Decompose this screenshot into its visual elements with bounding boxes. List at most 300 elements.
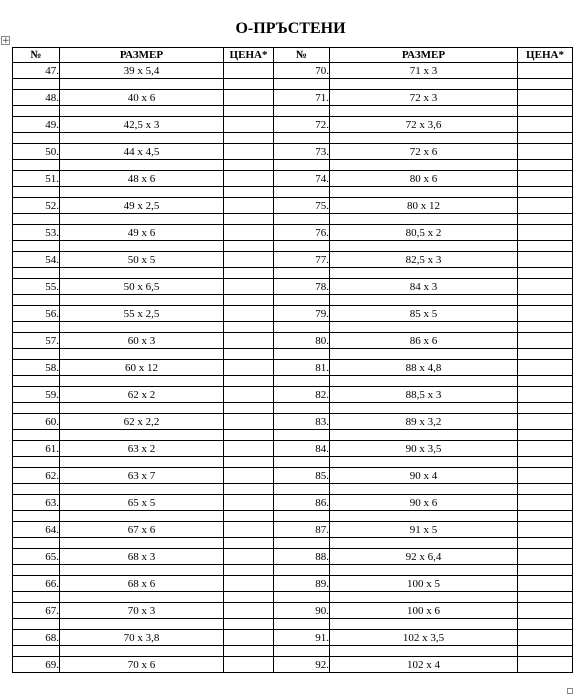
- table-spacer-row: [13, 187, 573, 198]
- cell-price-right: [518, 576, 573, 592]
- cell-num-left: 58.: [13, 360, 60, 376]
- cell-price-right: [518, 603, 573, 619]
- spacer-cell: [274, 322, 330, 333]
- cell-num-right: 73.: [274, 144, 330, 160]
- cell-size-right: 90 x 4: [330, 468, 518, 484]
- spacer-cell: [224, 349, 274, 360]
- cell-num-left: 54.: [13, 252, 60, 268]
- spacer-cell: [13, 376, 60, 387]
- header-row: [13, 48, 573, 63]
- spacer-cell: [274, 376, 330, 387]
- spacer-cell: [518, 646, 573, 657]
- cell-num-left: 61.: [13, 441, 60, 457]
- spacer-cell: [60, 349, 224, 360]
- table-spacer-row: [13, 322, 573, 333]
- spacer-cell: [224, 268, 274, 279]
- spacer-cell: [330, 403, 518, 414]
- spacer-cell: [330, 106, 518, 117]
- header-size-left: РАЗМЕР: [60, 48, 224, 63]
- spacer-cell: [274, 241, 330, 252]
- cell-num-left: 63.: [13, 495, 60, 511]
- table-spacer-row: [13, 268, 573, 279]
- spacer-cell: [224, 295, 274, 306]
- cell-num-left: 64.: [13, 522, 60, 538]
- cell-size-right: 102 x 4: [330, 657, 518, 673]
- cell-num-left: 50.: [13, 144, 60, 160]
- cell-num-right: 82.: [274, 387, 330, 403]
- spacer-cell: [60, 322, 224, 333]
- spacer-cell: [274, 484, 330, 495]
- table-spacer-row: [13, 430, 573, 441]
- spacer-cell: [224, 106, 274, 117]
- table-row: [13, 90, 573, 106]
- spacer-cell: [224, 79, 274, 90]
- cell-size-right: 92 x 6,4: [330, 549, 518, 565]
- cell-num-right: 74.: [274, 171, 330, 187]
- cell-price-right: [518, 144, 573, 160]
- spacer-cell: [60, 484, 224, 495]
- table-spacer-row: [13, 403, 573, 414]
- spacer-cell: [518, 403, 573, 414]
- cell-size-right: 102 x 3,5: [330, 630, 518, 646]
- cell-num-right: 76.: [274, 225, 330, 241]
- cell-size-left: 55 x 2,5: [60, 306, 224, 322]
- spacer-cell: [518, 592, 573, 603]
- spacer-cell: [518, 376, 573, 387]
- spacer-cell: [60, 511, 224, 522]
- table-row: [13, 306, 573, 322]
- spacer-cell: [13, 349, 60, 360]
- spacer-cell: [274, 160, 330, 171]
- cell-size-left: 42,5 x 3: [60, 117, 224, 133]
- cell-num-right: 80.: [274, 333, 330, 349]
- cell-price-right: [518, 225, 573, 241]
- spacer-cell: [224, 430, 274, 441]
- spacer-cell: [518, 511, 573, 522]
- o-rings-table: [12, 47, 573, 673]
- spacer-cell: [224, 565, 274, 576]
- cell-num-left: 47.: [13, 63, 60, 79]
- table-row: [13, 576, 573, 592]
- spacer-cell: [13, 133, 60, 144]
- table-spacer-row: [13, 565, 573, 576]
- spacer-cell: [60, 403, 224, 414]
- cell-price-left: [224, 144, 274, 160]
- table-row: [13, 63, 573, 79]
- cell-price-left: [224, 657, 274, 673]
- spacer-cell: [224, 457, 274, 468]
- spacer-cell: [274, 646, 330, 657]
- cell-size-right: 80 x 6: [330, 171, 518, 187]
- cell-num-left: 66.: [13, 576, 60, 592]
- cell-num-left: 51.: [13, 171, 60, 187]
- cell-price-right: [518, 414, 573, 430]
- cell-size-right: 88,5 x 3: [330, 387, 518, 403]
- table-spacer-row: [13, 160, 573, 171]
- spacer-cell: [13, 187, 60, 198]
- cell-price-right: [518, 63, 573, 79]
- table-spacer-row: [13, 376, 573, 387]
- cell-price-right: [518, 90, 573, 106]
- table-spacer-row: [13, 295, 573, 306]
- cell-size-left: 60 x 3: [60, 333, 224, 349]
- spacer-cell: [274, 592, 330, 603]
- spacer-cell: [330, 79, 518, 90]
- page-title: О-ПРЪСТЕНИ: [235, 20, 346, 37]
- spacer-cell: [330, 241, 518, 252]
- cell-size-right: 82,5 x 3: [330, 252, 518, 268]
- cell-size-right: 86 x 6: [330, 333, 518, 349]
- cell-size-left: 70 x 3,8: [60, 630, 224, 646]
- spacer-cell: [13, 241, 60, 252]
- spacer-cell: [13, 619, 60, 630]
- spacer-cell: [330, 187, 518, 198]
- table-spacer-row: [13, 646, 573, 657]
- table-spacer-row: [13, 214, 573, 225]
- cell-num-left: 57.: [13, 333, 60, 349]
- spacer-cell: [330, 430, 518, 441]
- cell-price-right: [518, 468, 573, 484]
- header-size-right: РАЗМЕР: [330, 48, 518, 63]
- spacer-cell: [330, 484, 518, 495]
- table-row: [13, 468, 573, 484]
- cell-num-right: 87.: [274, 522, 330, 538]
- spacer-cell: [330, 160, 518, 171]
- table-row: [13, 117, 573, 133]
- spacer-cell: [330, 133, 518, 144]
- spacer-cell: [224, 241, 274, 252]
- spacer-cell: [224, 538, 274, 549]
- cell-price-left: [224, 603, 274, 619]
- cell-price-left: [224, 630, 274, 646]
- spacer-cell: [274, 430, 330, 441]
- spacer-cell: [274, 538, 330, 549]
- spacer-cell: [224, 592, 274, 603]
- spacer-cell: [274, 403, 330, 414]
- spacer-cell: [13, 646, 60, 657]
- spacer-cell: [274, 565, 330, 576]
- spacer-cell: [60, 565, 224, 576]
- cell-price-left: [224, 333, 274, 349]
- spacer-cell: [13, 565, 60, 576]
- spacer-cell: [13, 538, 60, 549]
- cell-size-left: 68 x 6: [60, 576, 224, 592]
- spacer-cell: [13, 160, 60, 171]
- cell-price-left: [224, 576, 274, 592]
- spacer-cell: [224, 619, 274, 630]
- spacer-cell: [518, 322, 573, 333]
- spacer-cell: [224, 484, 274, 495]
- spacer-cell: [274, 106, 330, 117]
- spacer-cell: [518, 187, 573, 198]
- spacer-cell: [13, 592, 60, 603]
- table-row: [13, 630, 573, 646]
- cell-price-right: [518, 441, 573, 457]
- spacer-cell: [13, 268, 60, 279]
- cell-num-left: 56.: [13, 306, 60, 322]
- cell-price-left: [224, 468, 274, 484]
- cell-price-left: [224, 549, 274, 565]
- cell-size-left: 50 x 5: [60, 252, 224, 268]
- cell-size-left: 44 x 4,5: [60, 144, 224, 160]
- spacer-cell: [60, 79, 224, 90]
- cell-price-left: [224, 360, 274, 376]
- cell-size-left: 48 x 6: [60, 171, 224, 187]
- cell-size-left: 62 x 2,2: [60, 414, 224, 430]
- table-row: [13, 495, 573, 511]
- cell-price-right: [518, 252, 573, 268]
- spacer-cell: [60, 187, 224, 198]
- cell-price-right: [518, 387, 573, 403]
- table-row: [13, 549, 573, 565]
- cell-size-right: 89 x 3,2: [330, 414, 518, 430]
- cell-num-right: 70.: [274, 63, 330, 79]
- table-row: [13, 387, 573, 403]
- spacer-cell: [330, 565, 518, 576]
- cell-num-left: 53.: [13, 225, 60, 241]
- spacer-cell: [518, 538, 573, 549]
- cell-price-left: [224, 90, 274, 106]
- table-row: [13, 171, 573, 187]
- cell-size-left: 70 x 3: [60, 603, 224, 619]
- cell-price-left: [224, 387, 274, 403]
- cell-price-right: [518, 630, 573, 646]
- spacer-cell: [330, 349, 518, 360]
- spacer-cell: [274, 79, 330, 90]
- header-price-right: ЦЕНА*: [518, 48, 573, 63]
- table-row: [13, 144, 573, 160]
- cell-price-left: [224, 63, 274, 79]
- spacer-cell: [518, 457, 573, 468]
- spacer-cell: [518, 79, 573, 90]
- spacer-cell: [518, 484, 573, 495]
- table-spacer-row: [13, 241, 573, 252]
- spacer-cell: [518, 349, 573, 360]
- spacer-cell: [274, 511, 330, 522]
- spacer-cell: [13, 295, 60, 306]
- cell-num-left: 65.: [13, 549, 60, 565]
- spacer-cell: [274, 295, 330, 306]
- header-num-left: №: [13, 48, 60, 63]
- spacer-cell: [60, 160, 224, 171]
- spacer-cell: [518, 619, 573, 630]
- cell-size-left: 62 x 2: [60, 387, 224, 403]
- spacer-cell: [330, 646, 518, 657]
- cell-num-right: 83.: [274, 414, 330, 430]
- cell-price-left: [224, 414, 274, 430]
- spacer-cell: [224, 160, 274, 171]
- table-row: [13, 414, 573, 430]
- spacer-cell: [13, 403, 60, 414]
- header-num-right: №: [274, 48, 330, 63]
- cell-size-right: 88 x 4,8: [330, 360, 518, 376]
- spacer-cell: [13, 322, 60, 333]
- cell-price-right: [518, 549, 573, 565]
- cell-num-left: 52.: [13, 198, 60, 214]
- spacer-cell: [274, 349, 330, 360]
- cell-num-left: 62.: [13, 468, 60, 484]
- spacer-cell: [13, 484, 60, 495]
- cell-price-right: [518, 522, 573, 538]
- cell-num-left: 48.: [13, 90, 60, 106]
- spacer-cell: [518, 565, 573, 576]
- spacer-cell: [13, 457, 60, 468]
- spacer-cell: [60, 619, 224, 630]
- cell-size-right: 72 x 3,6: [330, 117, 518, 133]
- spacer-cell: [518, 160, 573, 171]
- spacer-cell: [274, 133, 330, 144]
- spacer-cell: [274, 457, 330, 468]
- table-spacer-row: [13, 133, 573, 144]
- cell-price-left: [224, 279, 274, 295]
- cell-price-right: [518, 495, 573, 511]
- spacer-cell: [330, 376, 518, 387]
- spacer-cell: [60, 430, 224, 441]
- spacer-cell: [13, 214, 60, 225]
- cell-price-right: [518, 360, 573, 376]
- spacer-cell: [60, 646, 224, 657]
- table-spacer-row: [13, 349, 573, 360]
- table-spacer-row: [13, 457, 573, 468]
- table-row: [13, 603, 573, 619]
- spacer-cell: [13, 106, 60, 117]
- cell-num-right: 71.: [274, 90, 330, 106]
- cell-size-left: 68 x 3: [60, 549, 224, 565]
- cell-num-right: 78.: [274, 279, 330, 295]
- cell-size-left: 67 x 6: [60, 522, 224, 538]
- spacer-cell: [330, 295, 518, 306]
- spacer-cell: [518, 214, 573, 225]
- table-spacer-row: [13, 592, 573, 603]
- cell-size-right: 100 x 5: [330, 576, 518, 592]
- cell-size-right: 80,5 x 2: [330, 225, 518, 241]
- cell-num-right: 89.: [274, 576, 330, 592]
- cell-num-right: 91.: [274, 630, 330, 646]
- cell-size-right: 85 x 5: [330, 306, 518, 322]
- cell-size-left: 39 x 5,4: [60, 63, 224, 79]
- cell-num-left: 55.: [13, 279, 60, 295]
- spacer-cell: [224, 214, 274, 225]
- table-spacer-row: [13, 511, 573, 522]
- spacer-cell: [224, 646, 274, 657]
- spacer-cell: [60, 133, 224, 144]
- spacer-cell: [224, 403, 274, 414]
- spacer-cell: [330, 214, 518, 225]
- cell-price-left: [224, 198, 274, 214]
- table-row: [13, 360, 573, 376]
- spacer-cell: [60, 268, 224, 279]
- spacer-cell: [330, 457, 518, 468]
- cell-size-left: 63 x 7: [60, 468, 224, 484]
- cell-size-right: 71 x 3: [330, 63, 518, 79]
- cell-price-right: [518, 333, 573, 349]
- cell-num-left: 67.: [13, 603, 60, 619]
- cell-num-right: 92.: [274, 657, 330, 673]
- cell-num-right: 90.: [274, 603, 330, 619]
- spacer-cell: [224, 376, 274, 387]
- spacer-cell: [13, 79, 60, 90]
- cell-price-left: [224, 441, 274, 457]
- cell-size-left: 60 x 12: [60, 360, 224, 376]
- spacer-cell: [330, 322, 518, 333]
- spacer-cell: [224, 187, 274, 198]
- spacer-cell: [13, 511, 60, 522]
- spacer-cell: [518, 106, 573, 117]
- cell-price-left: [224, 171, 274, 187]
- spacer-cell: [60, 106, 224, 117]
- table-row: [13, 333, 573, 349]
- cell-num-right: 77.: [274, 252, 330, 268]
- cell-size-right: 84 x 3: [330, 279, 518, 295]
- table-row: [13, 225, 573, 241]
- spacer-cell: [274, 268, 330, 279]
- cell-size-left: 63 x 2: [60, 441, 224, 457]
- cell-price-left: [224, 522, 274, 538]
- table-spacer-row: [13, 538, 573, 549]
- spacer-cell: [60, 376, 224, 387]
- table-spacer-row: [13, 619, 573, 630]
- table-row: [13, 198, 573, 214]
- spacer-cell: [224, 322, 274, 333]
- cell-num-left: 59.: [13, 387, 60, 403]
- table-row: [13, 279, 573, 295]
- spacer-cell: [60, 457, 224, 468]
- cell-price-left: [224, 117, 274, 133]
- spacer-cell: [518, 268, 573, 279]
- cell-size-right: 72 x 6: [330, 144, 518, 160]
- spacer-cell: [60, 295, 224, 306]
- spacer-cell: [518, 241, 573, 252]
- table-row: [13, 522, 573, 538]
- spacer-cell: [518, 133, 573, 144]
- spacer-cell: [60, 241, 224, 252]
- cell-size-left: 70 x 6: [60, 657, 224, 673]
- cell-price-right: [518, 171, 573, 187]
- cell-size-right: 91 x 5: [330, 522, 518, 538]
- cell-size-right: 90 x 6: [330, 495, 518, 511]
- table-move-handle-icon[interactable]: +: [2, 36, 10, 46]
- cell-price-left: [224, 495, 274, 511]
- cell-size-right: 72 x 3: [330, 90, 518, 106]
- cell-size-right: 100 x 6: [330, 603, 518, 619]
- cell-size-left: 40 x 6: [60, 90, 224, 106]
- spacer-cell: [274, 619, 330, 630]
- cell-size-left: 49 x 6: [60, 225, 224, 241]
- cell-num-right: 81.: [274, 360, 330, 376]
- cell-price-right: [518, 198, 573, 214]
- cell-price-right: [518, 117, 573, 133]
- cell-size-right: 90 x 3,5: [330, 441, 518, 457]
- table-row: [13, 657, 573, 673]
- cell-size-left: 50 x 6,5: [60, 279, 224, 295]
- spacer-cell: [274, 187, 330, 198]
- spacer-cell: [60, 214, 224, 225]
- cell-num-right: 85.: [274, 468, 330, 484]
- cell-price-left: [224, 306, 274, 322]
- table-resize-handle[interactable]: [567, 688, 573, 694]
- header-price-left: ЦЕНА*: [224, 48, 274, 63]
- cell-size-left: 49 x 2,5: [60, 198, 224, 214]
- spacer-cell: [330, 538, 518, 549]
- cell-num-right: 86.: [274, 495, 330, 511]
- spacer-cell: [13, 430, 60, 441]
- cell-num-left: 68.: [13, 630, 60, 646]
- table-spacer-row: [13, 106, 573, 117]
- cell-size-left: 65 x 5: [60, 495, 224, 511]
- cell-num-right: 88.: [274, 549, 330, 565]
- spacer-cell: [60, 538, 224, 549]
- cell-num-left: 69.: [13, 657, 60, 673]
